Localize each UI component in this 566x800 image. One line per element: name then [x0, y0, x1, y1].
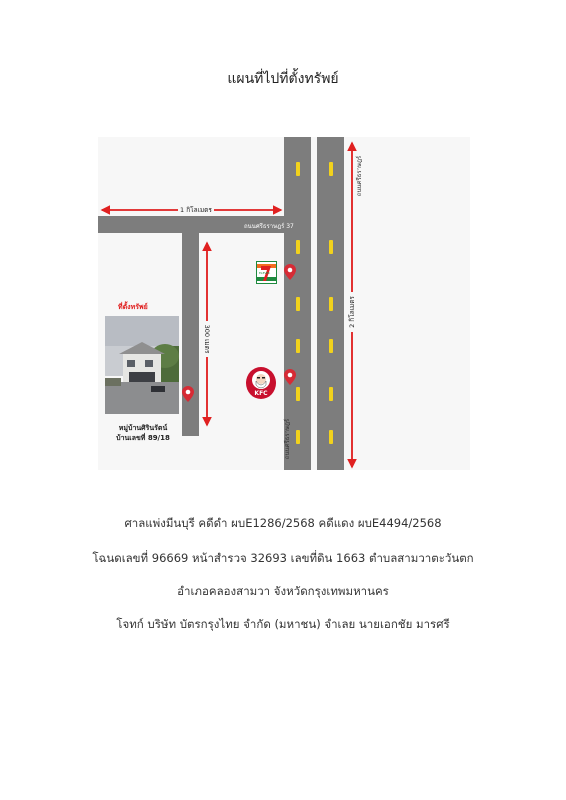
- location-map: [98, 137, 470, 470]
- page-title: แผนที่ไปที่ตั้งทรัพย์: [227, 71, 339, 87]
- location-pin-property: [182, 386, 194, 402]
- distance-1km-label: 1 กิโลเมตร: [180, 206, 212, 214]
- location-pin-seven-eleven: [284, 264, 296, 280]
- parties-line: โจทก์ บริษัท บัตรกรุงไทย จำกัด (มหาชน) จำเลย นายเอกชัย มารศรี: [116, 617, 450, 631]
- kfc-text: KFC: [254, 390, 268, 397]
- kfc-logo: [246, 367, 276, 399]
- location-pin-kfc: [284, 369, 296, 385]
- seven-eleven-text: ELEVEn: [259, 271, 271, 275]
- title-deed-line: โฉนดเลขที่ 96669 หน้าสำรวจ 32693 เลขที่ดิน 1663 ตำบลสามวาตะวันตก: [92, 551, 474, 565]
- district-line: อำเภอคลองสามวา จังหวัดกรุงเทพมหานคร: [177, 584, 389, 598]
- seven-eleven-logo: [256, 261, 277, 284]
- main-road-label-top: ถนนศรีธราษฎร์: [356, 155, 363, 197]
- distance-2km-label: 2 กิโลเมตร: [347, 292, 357, 332]
- village-address: [98, 423, 188, 443]
- court-case-line: ศาลแพ่งมีนบุรี คดีดำ ผบE1286/2568 คดีแดง ผบE4494/2568: [124, 516, 442, 530]
- property-label: ที่ตั้งทรัพย์: [118, 303, 148, 311]
- soi-road-label: ถนนศรีธราษฎร์ 37: [244, 223, 294, 230]
- property-photo: [105, 316, 179, 414]
- main-road-label-bottom: ถนนศรีธราษฎร์: [284, 418, 291, 460]
- distance-300m-label: 300 เมตร: [202, 321, 212, 357]
- village-name: หมู่บ้านศิรินรัตน์: [118, 424, 168, 432]
- house-number: บ้านเลขที่ 89/18: [116, 434, 170, 442]
